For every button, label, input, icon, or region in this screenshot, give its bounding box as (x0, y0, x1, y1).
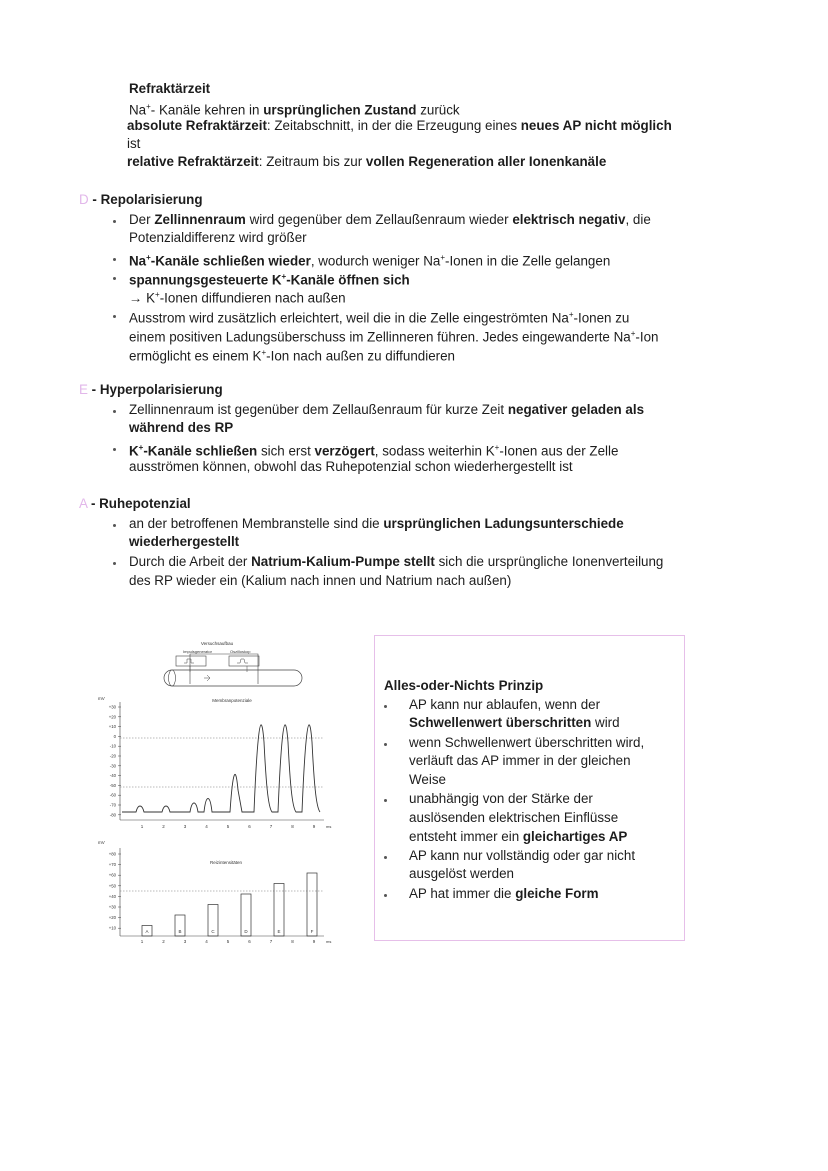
box-b2b: verläuft das AP immer in der gleichen (409, 753, 631, 768)
x-tick-label: 3 (183, 824, 187, 829)
stimulus-label-B: B (178, 929, 182, 934)
refraktaer-title: Refraktärzeit (129, 81, 211, 96)
box-b4b: ausgelöst werden (409, 866, 514, 881)
y-tick-label: +20 (108, 714, 116, 720)
stimulus-label-E: E (277, 929, 281, 934)
ruhe-b1b: wiederhergestellt (129, 534, 240, 549)
refraktaer-line2: absolute Refraktärzeit: Zeitabschnitt, in der die Erzeugung eines neues AP nicht möglich (127, 118, 672, 133)
refraktaer-line4: relative Refraktärzeit: Zeitraum bis zur vollen Regeneration aller Ionenkanäle (127, 154, 607, 169)
repol-b4c: ermöglicht es einem K+-Ion nach außen zu diffundieren (129, 348, 455, 364)
x-unit: ms (326, 939, 332, 944)
y-tick-label: +30 (108, 904, 116, 910)
hyper-b1a: Zellinnenraum ist gegenüber dem Zellaußenraum für kurze Zeit negativer geladen als (129, 402, 645, 417)
y-tick-label: +50 (108, 883, 116, 889)
bullet (384, 799, 387, 802)
box-b1b: Schwellenwert überschritten wird (409, 715, 620, 730)
generator-label: Impulsgenerator (183, 649, 212, 654)
y-tick-label: +80 (108, 851, 116, 857)
y-tick-label: -80 (109, 812, 116, 818)
y-tick-label: -10 (109, 743, 116, 749)
ruhe-b2b: des RP wieder ein (Kalium nach innen und Natrium nach außen) (129, 573, 512, 588)
repol-b2: Na+-Kanäle schließen wieder, wodurch weniger Na+-Ionen in die Zelle gelangen (129, 253, 611, 269)
x-tick-label: 7 (269, 939, 273, 944)
ruhe-b1a: an der betroffenen Membranstelle sind die ursprünglichen Ladungsunterschiede (129, 516, 624, 531)
y-tick-label: +30 (108, 704, 116, 710)
hyper-b2b: ausströmen können, obwohl das Ruhepotenzial schon wiederhergestellt ist (129, 459, 573, 474)
x-tick-label: 1 (140, 824, 144, 829)
x-tick-label: 6 (248, 824, 251, 829)
bullet (113, 315, 116, 318)
x-tick-label: 1 (140, 939, 144, 944)
stimulus-bar-F (307, 873, 317, 936)
repol-b4b: einem positiven Ladungsüberschuss im Zellinneren führen. Jedes eingewanderte Na+-Ion (129, 329, 659, 345)
stimulus-label-F: F (310, 929, 314, 934)
x-tick-label: 2 (162, 824, 165, 829)
y-tick-label: +40 (108, 893, 116, 899)
bottom-title: Reizintensitäten (209, 860, 243, 865)
bullet (113, 448, 116, 451)
box-b1a: AP kann nur ablaufen, wenn der (409, 697, 601, 712)
bullet (113, 524, 116, 527)
ruhe-heading: A - Ruhepotenzial (79, 496, 191, 511)
bullet (113, 258, 116, 261)
x-tick-label: 3 (183, 939, 187, 944)
box-b2a: wenn Schwellenwert überschritten wird, (409, 735, 645, 750)
y-tick-label: +10 (108, 724, 116, 730)
bullet (113, 277, 116, 280)
x-tick-label: 7 (269, 824, 273, 829)
box-b4a: AP kann nur vollständig oder gar nicht (409, 848, 636, 863)
top-unit: mV (98, 696, 105, 701)
stimulus-label-A: A (145, 929, 149, 934)
repol-b4a: Ausstrom wird zusätzlich erleichtert, weil die in die Zelle eingeströmten Na+-Ionen zu (129, 310, 630, 326)
bullet (113, 220, 116, 223)
box-b3b: auslösenden elektrischen Einflüsse (409, 810, 619, 825)
x-tick-label: 4 (205, 939, 208, 944)
ruhe-b2a: Durch die Arbeit der Natrium-Kalium-Pumpe stellt sich die ursprüngliche Ionenverteilung (129, 554, 664, 569)
box-b3c: entsteht immer ein gleichartiges AP (409, 829, 628, 844)
y-tick-label: -50 (109, 782, 116, 788)
repol-b3a: spannungsgesteuerte K+-Kanäle öffnen sich (129, 272, 410, 288)
bullet (113, 562, 116, 565)
hyper-b1b: während des RP (129, 420, 234, 435)
y-tick-label: +10 (108, 925, 116, 931)
hyper-heading: E - Hyperpolarisierung (79, 382, 223, 397)
x-tick-label: 5 (226, 939, 230, 944)
membrane-potential-curve (122, 725, 320, 812)
y-tick-label: +20 (108, 915, 116, 921)
x-tick-label: 4 (205, 824, 208, 829)
bottom-unit: mV (98, 840, 105, 845)
ap-figure (92, 632, 352, 948)
y-tick-label: +70 (108, 862, 116, 868)
y-tick-label: -30 (109, 763, 116, 769)
hyper-b2a: K+-Kanäle schließen sich erst verzögert, sodass weiterhin K+-Ionen aus der Zelle (129, 443, 619, 459)
x-tick-label: 9 (312, 939, 316, 944)
repol-b3b: → K+-Ionen diffundieren nach außen (129, 290, 346, 306)
x-tick-label: 9 (312, 824, 316, 829)
y-tick-label: -40 (109, 773, 116, 779)
y-tick-label: -60 (109, 792, 116, 798)
bullet (384, 743, 387, 746)
setup-label: Versuchsaufbau (200, 641, 234, 646)
y-tick-label: -20 (109, 753, 116, 759)
nerve-fiber (164, 670, 302, 686)
x-unit: ms (326, 824, 332, 829)
x-tick-label: 6 (248, 939, 251, 944)
box-title: Alles-oder-Nichts Prinzip (384, 678, 544, 693)
repol-heading: D - Repolarisierung (79, 192, 203, 207)
refraktaer-line1: Na+- Kanäle kehren in ursprünglichen Zustand zurück (129, 102, 460, 118)
repol-b1a: Der Zellinnenraum wird gegenüber dem Zellaußenraum wieder elektrisch negativ, die (129, 212, 651, 227)
x-tick-label: 8 (291, 824, 294, 829)
bullet (384, 856, 387, 859)
repol-b1b: Potenzialdifferenz wird größer (129, 230, 307, 245)
x-tick-label: 5 (226, 824, 230, 829)
stimulus-label-C: C (211, 929, 215, 934)
bullet (384, 705, 387, 708)
box-b2c: Weise (409, 772, 446, 787)
box-b3a: unabhängig von der Stärke der (409, 791, 593, 806)
refraktaer-line3: ist (127, 136, 141, 151)
y-tick-label: 0 (113, 733, 116, 739)
top-title: Membranpotenziale (212, 698, 252, 703)
x-tick-label: 2 (162, 939, 165, 944)
bullet (113, 410, 116, 413)
y-tick-label: -70 (109, 802, 116, 808)
scope-box (229, 656, 259, 666)
x-tick-label: 8 (291, 939, 294, 944)
scope-label: Oszilloskop (230, 649, 251, 654)
bullet (384, 894, 387, 897)
box-b5: AP hat immer die gleiche Form (409, 886, 599, 901)
y-tick-label: +60 (108, 872, 116, 878)
all-or-nothing-box (374, 635, 685, 941)
stimulus-label-D: D (244, 929, 248, 934)
